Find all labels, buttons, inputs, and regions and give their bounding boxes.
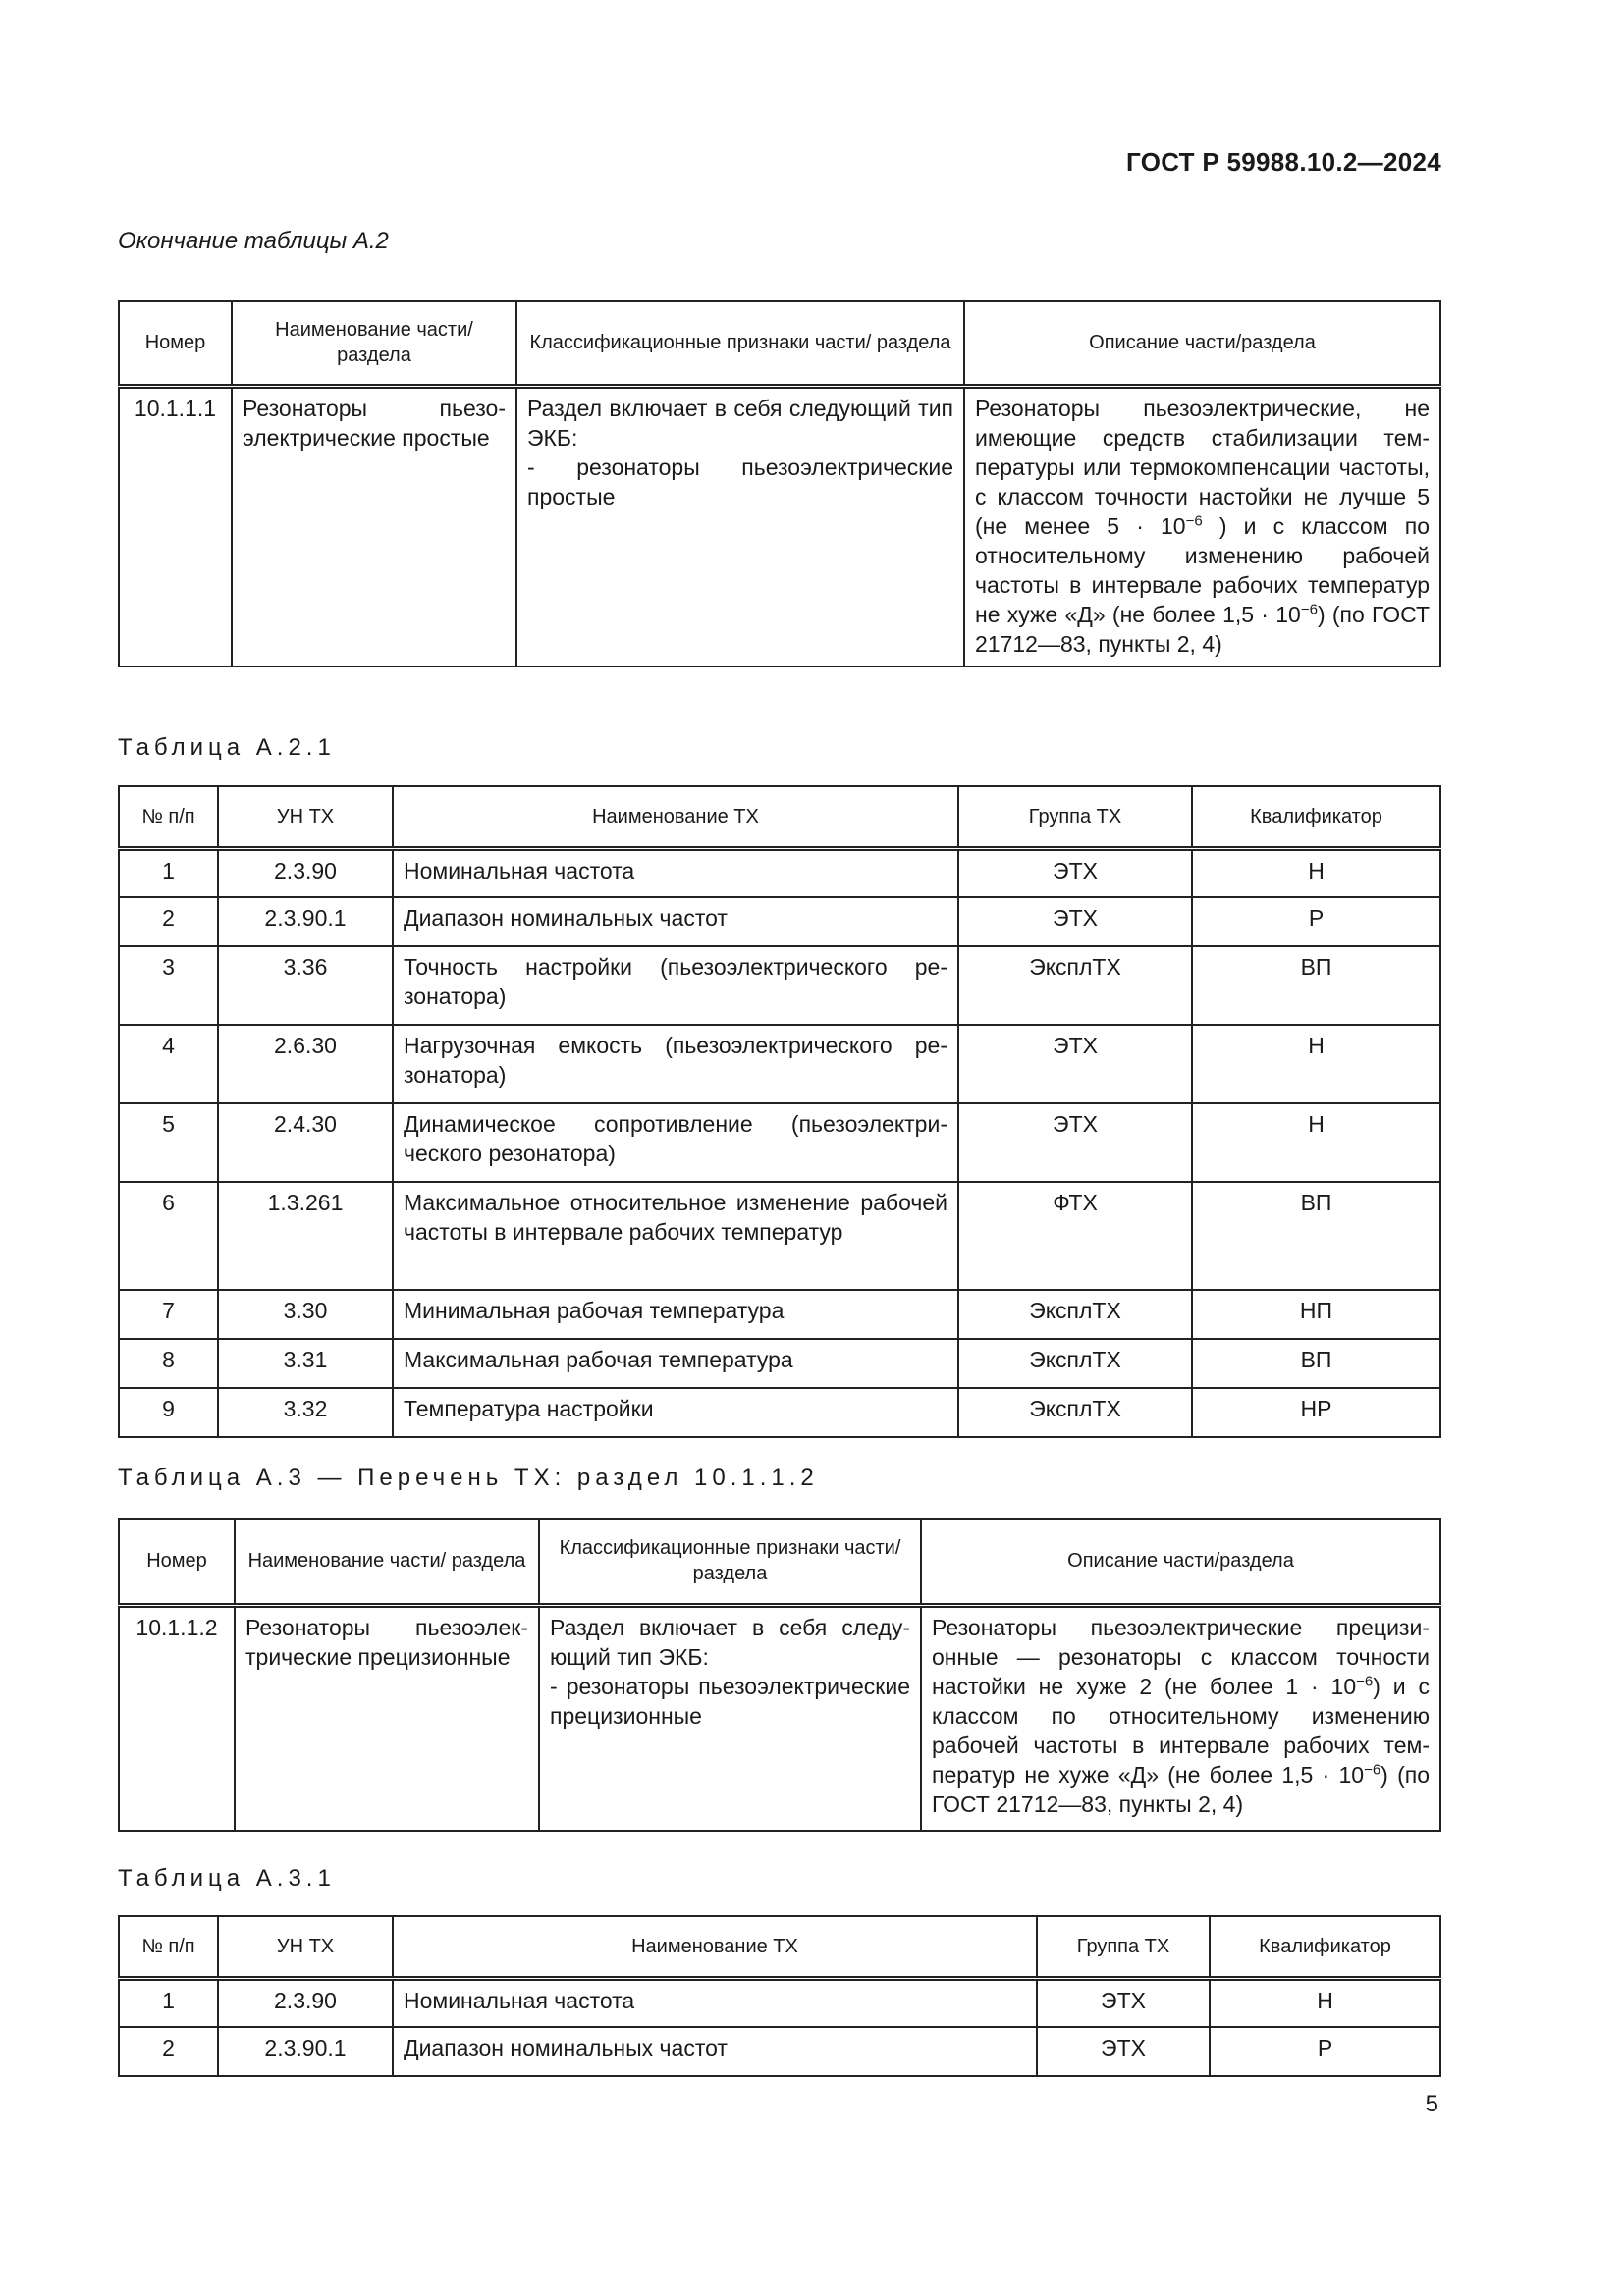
table-row: [119, 946, 1440, 1025]
group-cell: ЭТХ: [958, 897, 1192, 946]
column-header: Описание части/раздела: [964, 301, 1440, 386]
table-row: [119, 1025, 1440, 1103]
code-cell: 3.32: [218, 1388, 393, 1437]
code-cell: 2.3.90: [218, 848, 393, 897]
column-header: Описание части/раздела: [921, 1519, 1440, 1605]
column-header: Квалификатор: [1192, 786, 1440, 848]
table-row: [119, 1605, 1440, 1831]
column-header: УН ТХ: [218, 786, 393, 848]
exponent: −6: [1185, 511, 1203, 529]
description-cell: [921, 1605, 1440, 1831]
group-cell: ЭксплТХ: [958, 946, 1192, 1025]
group-cell: ЭТХ: [958, 1025, 1192, 1103]
group-cell: ЭксплТХ: [958, 1388, 1192, 1437]
description-text: Резонаторы пьезоэлектрические, не имеющие средств стабилизации температуры или термокомпенсации частоты, с классом точности настойки не лучше 5 (не менее 5 · 10: [975, 395, 1430, 539]
qualifier-cell: Н: [1192, 1103, 1440, 1182]
column-header: Наименование ТХ: [393, 1916, 1037, 1978]
column-header: Квалификатор: [1210, 1916, 1440, 1978]
row-index-cell: 1: [119, 1978, 218, 2027]
group-cell: ЭксплТХ: [958, 1290, 1192, 1339]
description-text: ) (по ГОСТ 21712—83, пункты 2, 4): [975, 601, 1430, 657]
characteristic-name-cell: Диапазон номинальных частот: [393, 2027, 1037, 2076]
qualifier-cell: Н: [1210, 1978, 1440, 2027]
table-row: [119, 1182, 1440, 1290]
description-text: Резонаторы пьезоэлектрические прецизионные — резонаторы с классом точности настойки не хуже 2 (не более 1 · 10: [932, 1614, 1430, 1699]
table-header-row: [119, 786, 1440, 848]
characteristic-name-cell: Номинальная частота: [393, 1978, 1037, 2027]
part-number-cell: 10.1.1.1: [119, 386, 232, 667]
row-index-cell: 4: [119, 1025, 218, 1103]
row-index-cell: 2: [119, 2027, 218, 2076]
qualifier-cell: Р: [1210, 2027, 1440, 2076]
table-row: [119, 386, 1440, 667]
qualifier-cell: Р: [1192, 897, 1440, 946]
code-cell: 2.3.90.1: [218, 897, 393, 946]
characteristic-name-cell: Максимальное относительное изменение рабочей частоты в интервале рабочих температур: [393, 1182, 958, 1290]
table-header-row: [119, 1916, 1440, 1978]
description-text: ) и с классом по относительному изменению рабочей частоты в интервале рабочих температур не хуже «Д» (не более 1,5 · 10: [932, 1673, 1430, 1788]
table-row: [119, 1103, 1440, 1182]
qualifier-cell: ВП: [1192, 1339, 1440, 1388]
table-row: [119, 1978, 1440, 2027]
characteristic-name-cell: Диапазон номинальных частот: [393, 897, 958, 946]
exponent: −6: [1364, 1760, 1381, 1778]
qualifier-cell: НП: [1192, 1290, 1440, 1339]
row-index-cell: 9: [119, 1388, 218, 1437]
group-cell: ФТХ: [958, 1182, 1192, 1290]
group-cell: ЭТХ: [958, 848, 1192, 897]
characteristic-name-cell: Нагрузочная емкость (пьезоэлектрического резонатора): [393, 1025, 958, 1103]
document-standard-number: ГОСТ Р 59988.10.2—2024: [1126, 147, 1441, 177]
column-header: Наименование части/ раздела: [232, 301, 516, 386]
group-cell: ЭксплТХ: [958, 1339, 1192, 1388]
characteristic-name-cell: Динамическое сопротивление (пьезоэлектрического резонатора): [393, 1103, 958, 1182]
code-cell: 3.36: [218, 946, 393, 1025]
characteristic-name-cell: Точность настройки (пьезоэлектрического резонатора): [393, 946, 958, 1025]
qualifier-cell: Н: [1192, 848, 1440, 897]
exponent: −6: [1356, 1672, 1374, 1689]
classification-cell: Раздел включает в себя следующий тип ЭКБ: - резонаторы пьезоэлектрические простые: [516, 386, 964, 667]
table-a3-caption: Таблица А.3 — Перечень ТХ: раздел 10.1.1.2: [118, 1465, 819, 1491]
table-row: [119, 897, 1440, 946]
classification-cell: Раздел включает в себя следующий тип ЭКБ: - резонаторы пьезоэлектрические прецизионные: [539, 1605, 921, 1831]
table-row: [119, 1290, 1440, 1339]
qualifier-cell: ВП: [1192, 1182, 1440, 1290]
table-header-row: [119, 301, 1440, 386]
code-cell: 2.6.30: [218, 1025, 393, 1103]
table-a21: [118, 785, 1441, 1438]
table-a3: [118, 1518, 1441, 1832]
qualifier-cell: ВП: [1192, 946, 1440, 1025]
column-header: Группа ТХ: [958, 786, 1192, 848]
characteristic-name-cell: Минимальная рабочая температура: [393, 1290, 958, 1339]
description-cell: [964, 386, 1440, 667]
column-header: № п/п: [119, 1916, 218, 1978]
characteristic-name-cell: Максимальная рабочая температура: [393, 1339, 958, 1388]
table-a21-caption: Таблица А.2.1: [118, 734, 336, 761]
qualifier-cell: НР: [1192, 1388, 1440, 1437]
column-header: Номер: [119, 301, 232, 386]
code-cell: 1.3.261: [218, 1182, 393, 1290]
qualifier-cell: Н: [1192, 1025, 1440, 1103]
page-number: 5: [1425, 2091, 1438, 2117]
group-cell: ЭТХ: [958, 1103, 1192, 1182]
row-index-cell: 1: [119, 848, 218, 897]
code-cell: 3.30: [218, 1290, 393, 1339]
code-cell: 2.4.30: [218, 1103, 393, 1182]
row-index-cell: 7: [119, 1290, 218, 1339]
column-header: УН ТХ: [218, 1916, 393, 1978]
column-header: № п/п: [119, 786, 218, 848]
column-header: Группа ТХ: [1037, 1916, 1210, 1978]
column-header: Классификационные признаки части/ раздела: [516, 301, 964, 386]
column-header: Номер: [119, 1519, 235, 1605]
part-name-cell: Резонаторы пьезоэлектрические прецизионные: [235, 1605, 539, 1831]
column-header: Наименование ТХ: [393, 786, 958, 848]
table-a31-caption: Таблица А.3.1: [118, 1865, 336, 1892]
row-index-cell: 8: [119, 1339, 218, 1388]
part-name-cell: Резонаторы пьезоэлектрические простые: [232, 386, 516, 667]
row-index-cell: 3: [119, 946, 218, 1025]
row-index-cell: 6: [119, 1182, 218, 1290]
table-header-row: [119, 1519, 1440, 1605]
code-cell: 2.3.90: [218, 1978, 393, 2027]
table-a2-continuation-caption: Окончание таблицы А.2: [118, 228, 389, 254]
group-cell: ЭТХ: [1037, 2027, 1210, 2076]
part-number-cell: 10.1.1.2: [119, 1605, 235, 1831]
characteristic-name-cell: Температура настройки: [393, 1388, 958, 1437]
row-index-cell: 2: [119, 897, 218, 946]
table-row: [119, 2027, 1440, 2076]
column-header: Наименование части/ раздела: [235, 1519, 539, 1605]
table-a31: [118, 1915, 1441, 2077]
code-cell: 2.3.90.1: [218, 2027, 393, 2076]
table-row: [119, 1339, 1440, 1388]
column-header: Классификационные признаки части/раздела: [539, 1519, 921, 1605]
row-index-cell: 5: [119, 1103, 218, 1182]
table-row: [119, 848, 1440, 897]
group-cell: ЭТХ: [1037, 1978, 1210, 2027]
table-row: [119, 1388, 1440, 1437]
description-text: ) (по ГОСТ 21712—83, пункты 2, 4): [932, 1761, 1430, 1817]
characteristic-name-cell: Номинальная частота: [393, 848, 958, 897]
description-text: ) и с классом по относительному изменению рабочей частоты в интервале рабочих температур не хуже «Д» (не более 1,5 · 10: [975, 512, 1430, 627]
code-cell: 3.31: [218, 1339, 393, 1388]
table-a2-end: [118, 300, 1441, 667]
exponent: −6: [1300, 600, 1318, 617]
